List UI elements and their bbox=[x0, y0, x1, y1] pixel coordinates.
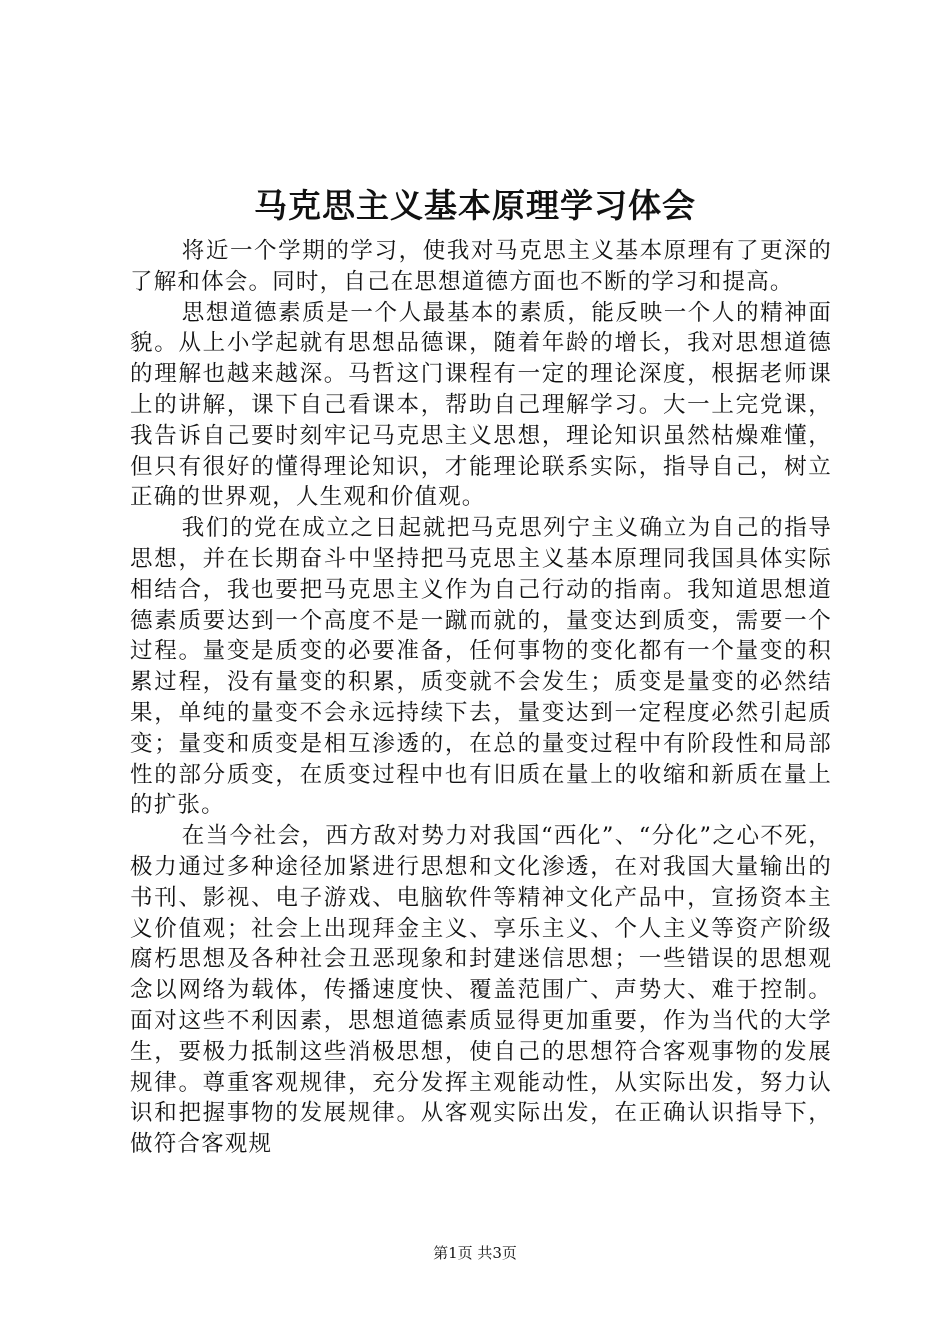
paragraph-2: 思想道德素质是一个人最基本的素质，能反映一个人的精神面貌。从上小学起就有思想品德课，随着年龄的增长，我对思想道德的理解也越来越深。马哲这门课程有一定的理论深度，根据老师课上的讲解，课下自己看课本，帮助自己理解学习。大一上完党课，我告诉自己要时刻牢记马克思主义思想，理论知识虽然枯燥难懂，但只有很好的懂得理论知识，才能理论联系实际，指导自己，树立正确的世界观，人生观和价值观。 bbox=[130, 299, 832, 511]
document-body bbox=[130, 236, 832, 1160]
paragraph-1: 将近一个学期的学习，使我对马克思主义基本原理有了更深的了解和体会。同时，自己在思想道德方面也不断的学习和提高。 bbox=[130, 238, 832, 295]
page-number-footer: 第1页 共3页 bbox=[433, 1244, 517, 1262]
document-title: 马克思主义基本原理学习体会 bbox=[254, 186, 696, 225]
paragraph-3: 我们的党在成立之日起就把马克思列宁主义确立为自己的指导思想，并在长期奋斗中坚持把马克思主义基本原理同我国具体实际相结合，我也要把马克思主义作为自己行动的指南。我知道思想道德素质要达到一个高度不是一蹴而就的，量变达到质变，需要一个过程。量变是质变的必要准备，任何事物的变化都有一个量变的积累过程，没有量变的积累，质变就不会发生；质变是量变的必然结果，单纯的量变不会永远持续下去，量变达到一定程度必然引起质变；量变和质变是相互渗透的，在总的量变过程中有阶段性和局部性的部分质变，在质变过程中也有旧质在量上的收缩和新质在量上的扩张。 bbox=[130, 515, 832, 819]
paragraph-4: 在当今社会，西方敌对势力对我国“西化”、“分化”之心不死，极力通过多种途径加紧进行思想和文化渗透，在对我国大量输出的书刊、影视、电子游戏、电脑软件等精神文化产品中，宣扬资本主义价值观；社会上出现拜金主义、享乐主义、个人主义等资产阶级腐朽思想及各种社会丑恶现象和封建迷信思想；一些错误的思想观念以网络为载体，传播速度快、覆盖范围广、声势大、难于控制。面对这些不利因素，思想道德素质显得更加重要，作为当代的大学生，要极力抵制这些消极思想，使自己的思想符合客观事物的发展规律。尊重客观规律，充分发挥主观能动性，从实际出发，努力认识和把握事物的发展规律。从客观实际出发，在正确认识指导下，做符合客观规 bbox=[130, 823, 832, 1158]
